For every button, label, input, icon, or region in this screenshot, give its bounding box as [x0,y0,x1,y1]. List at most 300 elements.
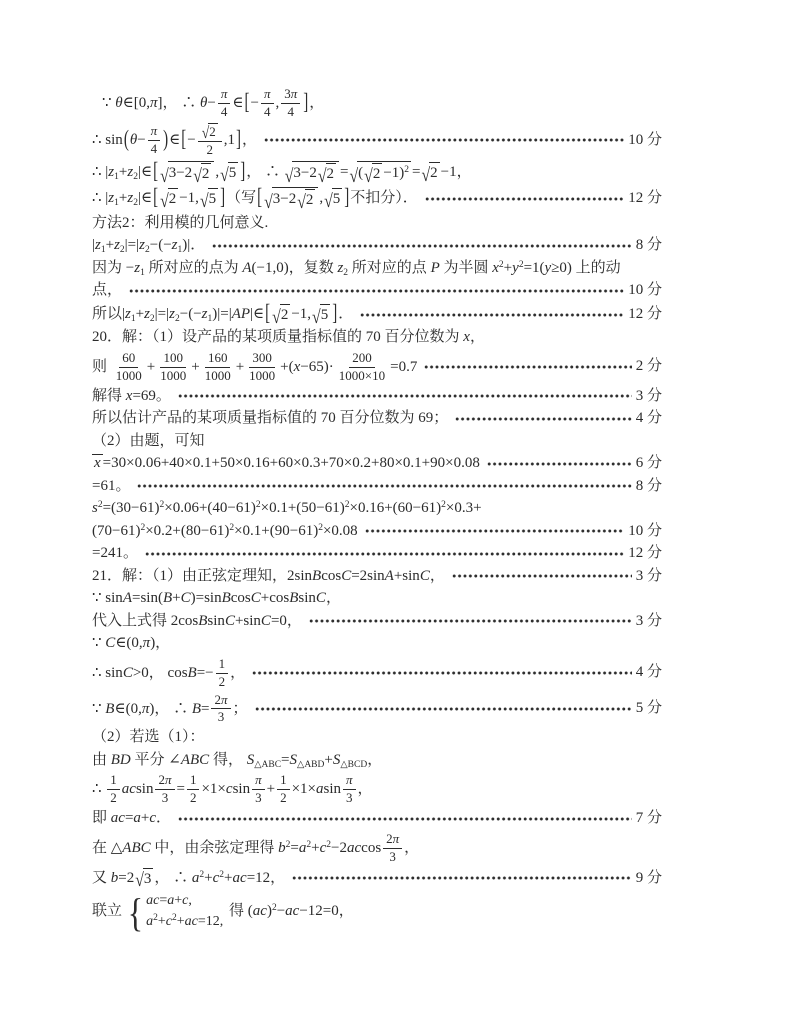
math-text: sin [298,590,316,607]
radical-sign: √ [421,164,431,186]
dotted-leader [425,196,624,202]
big-bracket: ] [220,185,226,211]
math-variable: θ [129,131,138,148]
math-text: 60 [122,349,136,365]
solution-line [92,236,662,256]
math-text: >0， cos [132,664,188,681]
superscript: 2 [326,839,332,850]
big-bracket: [ [153,158,159,184]
math-text: + [191,358,200,375]
math-text: +sin [234,612,261,629]
math-text: 300 [252,349,272,365]
math-variable: a [298,839,307,856]
solution-line [92,328,662,348]
dotted-leader [264,137,624,143]
radical-sign: √ [312,306,321,328]
math-text: ∵ sin [92,590,123,607]
solution-line [92,123,662,158]
math-variable: z [134,259,141,276]
radicand [357,161,411,185]
denominator [157,368,189,384]
math-text: 所对应的点 [348,259,431,276]
math-variable: z [114,237,120,254]
math-text: =0.7 [390,358,418,375]
math-text: =241。 [92,545,138,562]
math-text: ≥0) 上的动 [551,259,621,276]
math-text: 中，由余弦定理得 [150,839,279,856]
math-variable: C [341,567,352,584]
math-variable: z [171,237,178,254]
math-text: sin [135,781,154,798]
math-variable: x [463,329,470,346]
superscript: 2 [172,913,177,924]
solution-line [92,187,662,211]
math-text: ， [404,839,420,856]
solution-line [92,693,662,726]
fraction [218,87,231,120]
math-text: 解得 [92,387,126,404]
math-text: = [412,163,421,180]
math-variable: S [246,751,255,768]
math-text: 3 [389,848,396,864]
solution-line [92,657,662,690]
math-variable: y [512,259,519,276]
superscript: 2 [518,259,524,270]
math-text: ×0.2+(80−61) [145,522,230,539]
subscript: 1 [140,267,145,278]
math-text: − [137,131,146,148]
line-content [102,87,324,120]
dotted-leader [292,875,632,881]
math-text: 3 [284,86,291,101]
subscript: 2 [144,245,150,256]
solution-line [92,889,662,935]
math-text: −65)· [300,358,334,375]
radicand [280,304,291,326]
subscript: △BCD [340,759,368,770]
math-text: =12， [246,869,286,886]
math-text: ×1× [201,781,226,798]
dotted-leader [487,461,632,467]
math-text: )， [150,635,171,652]
math-text: = [124,810,134,827]
radicand [326,163,337,185]
fraction [383,832,402,865]
line-content [92,300,354,328]
radical-sign: √ [160,165,169,187]
subscript: 2 [174,313,180,324]
subscript: 1 [114,198,119,209]
subscript: 2 [119,245,125,256]
dotted-leader [252,670,632,676]
solution-line [92,409,662,429]
math-text: sin [232,781,251,798]
math-variable: C [315,590,326,607]
numerator [205,351,231,368]
score-label: 9 分 [635,869,662,886]
numerator [198,123,222,142]
math-variable: A [242,259,252,276]
line-content [92,634,170,654]
math-text: ∵ [102,94,116,111]
numerator [252,773,265,790]
square-root [364,163,382,185]
radical-sign: √ [201,123,210,142]
math-text: 4 [150,140,158,156]
numerator [343,773,356,790]
radicand [168,161,215,185]
math-text: 则 [92,358,111,375]
math-text: ×0.06+(40−61) [164,500,256,517]
math-variable: B [198,612,208,629]
math-text: ∈ [232,94,244,111]
fraction [107,773,120,806]
line-content [92,868,285,890]
denominator [246,368,278,384]
math-text: + [324,751,333,768]
score-label: 12 分 [628,305,662,322]
math-text: |∈ [250,305,265,322]
square-root [202,123,218,140]
math-text: + [174,893,183,909]
math-text: =0， [270,612,302,629]
math-text: =61。 [92,477,131,494]
math-text: 2 [206,141,213,157]
score-label: 8 分 [635,477,662,494]
math-text: ]， ∴ [157,94,201,111]
math-text: （2）若选（1）： [92,729,205,746]
math-variable: π [263,86,271,101]
math-text: ， ∴ [246,163,284,180]
math-text: −1, [291,305,312,322]
subscript: 1 [100,245,106,256]
math-text: 方法2：利用模的几何意义. [92,214,269,231]
square-root [350,161,412,185]
solution-line [92,477,662,497]
fraction [281,87,300,120]
math-text: 1 [110,772,117,788]
math-text: 2 [326,165,335,182]
denominator [277,790,290,806]
math-variable: π [150,94,158,111]
math-text: + [503,259,513,276]
fraction [211,693,230,726]
numerator [349,351,375,368]
math-variable: B [289,590,299,607]
math-text: ×0.08 [322,522,358,539]
math-variable: a [315,781,324,798]
math-text: , [215,163,220,180]
math-variable: π [164,772,172,788]
solution-line [92,832,662,865]
line-content [92,612,302,632]
math-text: 2 [209,123,216,139]
superscript: 2 [255,500,261,511]
dotted-leader [452,573,632,579]
math-text: + [266,781,276,798]
math-text: ， [230,664,246,681]
math-text: +sin [393,567,420,584]
math-variable: a [191,869,200,886]
math-variable: θ [115,94,123,111]
numerator [148,124,161,141]
dotted-leader [360,312,624,318]
math-text: 2 [189,790,197,806]
math-variable: c [225,781,233,798]
superscript: 2 [199,869,205,880]
solution-line [92,454,662,474]
math-text: ， ∴ [154,869,192,886]
math-variable: B [191,700,202,717]
score-label: 3 分 [635,567,662,584]
math-variable: ac [285,903,300,920]
solution-line [92,522,662,542]
math-text: | [92,237,96,254]
math-text: = [159,893,168,909]
math-text: 1000 [160,367,187,383]
math-text: 得 ( [225,903,253,920]
subscript: 2 [133,171,138,182]
dotted-leader [365,528,625,534]
square-root [422,162,440,184]
numerator [218,87,231,104]
math-text: = [281,751,290,768]
solution-line [92,158,662,187]
math-text: 2 [158,772,165,788]
solution-line [92,214,662,234]
math-text: 为半圆 [439,259,493,276]
solution-line [92,728,662,748]
superscript: 2 [441,500,446,511]
math-text: sin [207,612,225,629]
math-text: ∈[0, [122,94,151,111]
math-text: 点， [92,282,123,299]
numerator [261,87,274,104]
math-variable: x [125,387,133,404]
radicand [429,162,440,184]
math-text: , [188,893,192,909]
line-content [92,657,245,690]
numerator [249,351,275,368]
radicand [201,163,212,185]
radicand [320,304,331,326]
denominator [113,368,145,384]
solution-line [92,751,662,771]
math-variable: c [165,914,172,930]
math-variable: C [180,590,191,607]
line-content [92,832,419,865]
math-variable: x [293,358,301,375]
line-content [92,259,621,279]
math-text: ( [358,164,364,181]
denominator [343,790,356,806]
math-text: 2 [218,673,226,689]
score-label: 5 分 [635,700,662,717]
math-text: 代入上式得 2cos [92,612,199,629]
numerator [281,87,300,104]
score-label: 3 分 [635,387,662,404]
radicand [292,161,339,185]
dotted-leader [212,243,631,249]
big-bracket: ] [303,89,309,115]
fraction [113,351,145,384]
radical-sign: √ [272,306,281,328]
math-text: ∈ [169,131,181,148]
big-bracket: [ [181,126,187,152]
square-root [272,304,290,326]
math-variable: C [419,567,430,584]
fraction [261,87,274,120]
math-text: = [340,163,349,180]
math-text: + [204,869,213,886]
math-text: + [311,839,320,856]
fraction [336,351,388,384]
solution-line [92,300,662,328]
math-variable: ac [346,839,362,856]
radical-sign: √ [284,165,294,187]
math-text: 5 [208,191,217,208]
radicand [228,162,239,184]
denominator [261,104,274,120]
math-text: ×0.1+(50−61) [260,500,345,517]
dotted-leader [178,393,632,399]
math-text: =2 [118,869,135,886]
math-text: (−1,0)，复数 [251,259,338,276]
math-text: ×1× [291,781,316,798]
line-content [92,773,373,806]
math-variable: b [278,839,286,856]
solution-line [92,499,662,519]
numerator [277,773,290,790]
big-bracket: [ [265,300,271,326]
math-text: +( [280,358,294,375]
big-bracket: ] [236,126,241,152]
math-text: = [290,839,299,856]
math-text: + [146,358,156,375]
math-text: ∵ [92,635,106,652]
math-text: cos [361,839,382,856]
dotted-leader [145,551,624,557]
math-text: 3−2 [272,191,297,208]
numerator [211,693,230,710]
left-brace: { [127,889,144,935]
fraction [148,124,161,157]
superscript: 2 [153,913,158,924]
math-variable: z [169,305,175,322]
math-text: )=sin [190,590,222,607]
math-text: 1 [280,772,287,788]
math-text: 3 [143,870,152,887]
math-variable: BD [110,751,131,768]
math-text: （写 [226,190,257,207]
math-text: 3 [161,790,169,806]
math-text: 2 [305,192,314,209]
math-variable: A [384,567,394,584]
radical-sign: √ [135,870,144,891]
math-text: −12=0， [299,903,354,920]
math-text: |∈ [137,190,153,207]
denominator [148,141,161,157]
square-root [324,188,342,210]
radical-sign: √ [297,192,306,213]
math-text: 2 [430,164,438,181]
big-bracket: ) [163,126,169,152]
math-text: 1 [189,772,197,788]
math-text: + [118,163,128,180]
subscript: △ABD [297,759,325,770]
line-content [92,544,138,564]
math-text: (70−61) [92,522,141,539]
numerator [107,773,120,790]
math-variable: C [224,612,235,629]
dotted-leader [455,416,631,422]
math-variable: z [337,259,344,276]
subscript: 2 [149,313,155,324]
math-text: 4 [287,103,294,119]
denominator [107,790,120,806]
math-variable: y [544,259,552,276]
solution-line [92,432,662,452]
math-variable: A [122,590,132,607]
math-text: ， [325,590,341,607]
fraction [246,351,278,384]
math-text: ； [232,700,248,717]
radical-sign: √ [193,165,202,187]
math-variable: π [346,772,353,788]
math-variable: a [167,893,175,909]
math-text: =sin( [131,590,163,607]
math-text: =− [196,664,214,681]
radical-sign: √ [220,164,229,186]
denominator [159,790,172,806]
math-variable: s [92,500,98,517]
math-text: =(30−61) [102,500,160,517]
superscript: 2 [404,164,410,175]
math-text: −1, [179,190,199,207]
math-text: 3 [217,709,225,725]
math-variable: ac [121,781,136,798]
line-content [92,236,205,256]
math-text: 2 [168,191,177,208]
math-text: ×0.3+ [445,500,482,517]
math-text: 由 [92,751,111,768]
math-text: sin [323,781,341,798]
dotted-leader [137,483,631,489]
math-text: 1000 [249,367,276,383]
math-text: 2 [280,790,287,806]
math-text: 4 [220,103,228,119]
math-text: 所以估计产品的某项质量指标值的 70 百分位数为 69； [92,410,449,427]
math-text: 3 [346,790,353,806]
math-text: + [172,590,181,607]
math-variable: z [95,237,101,254]
math-text: =30×0.06+40×0.1+50×0.16+60×0.3+70×0.2+80×0.1+90×0.08 [102,455,480,472]
fraction [216,657,229,690]
math-text: )， ∴ [149,700,192,717]
math-text: )|． [182,237,206,254]
math-text: ， [357,781,373,798]
math-variable: B [187,664,197,681]
math-text: |=| [124,237,140,254]
math-variable: ac [110,810,125,827]
superscript: 2 [219,869,225,880]
math-variable: π [220,86,228,101]
subscript: 2 [133,198,138,209]
score-label: 12 分 [628,545,662,562]
subscript: 2 [343,267,349,278]
line-content [92,328,485,348]
math-text: ∴ sin [92,664,123,681]
